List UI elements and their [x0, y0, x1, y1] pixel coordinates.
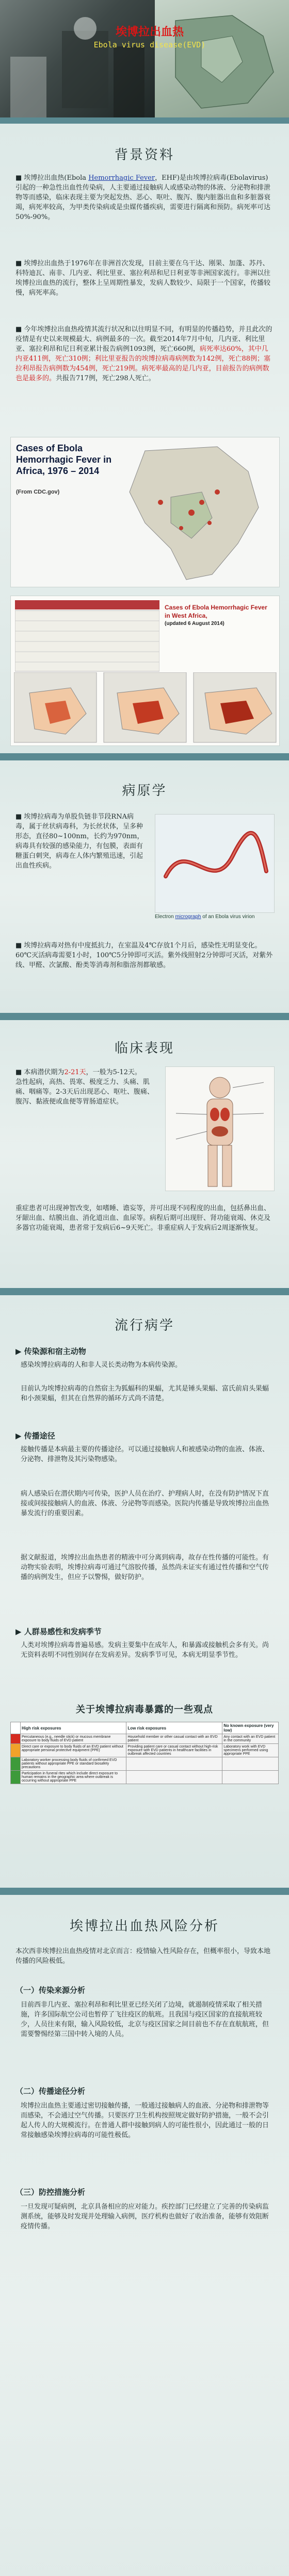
background-section [0, 124, 289, 753]
route-analysis-paragraph: 埃博拉出血热主要通过密切接触传播，一般通过接触病人的血液、分泌物和排泄物等而感染，不会通过空气传播。只要医疗卫生机构按照规定做好防护措施，一般不会引起人传人的大规模流行。在普通人群中接触到病人的可能性很小，因此通过一般的日常接触感染埃博拉病毒的可能性极低。 [21, 2102, 269, 2139]
table-cell: Percutaneous (e.g., needle stick) or mucous membrane exposure to body fluids of EVD patient [21, 1734, 126, 1744]
susceptibility-heading: ▶ 人群易感性和发病季节 [15, 1627, 102, 1636]
symptoms-diagram [165, 1066, 275, 1191]
west-africa-maps-graphic [14, 672, 277, 744]
table-cell: Any contact with an EVD patient in the community [222, 1734, 279, 1744]
risk-level-red [11, 1734, 21, 1744]
hero-photo [0, 0, 155, 117]
source-analysis-heading: （一）传染来源分析 [15, 1986, 86, 1995]
table-cell [126, 1757, 222, 1771]
risk-level-green [11, 1757, 21, 1771]
table-cell [222, 1771, 279, 1784]
africa-cases-map [10, 437, 280, 587]
virion-caption: Electron micrograph of an Ebola virus virion [155, 914, 255, 920]
transmission-paragraph-2: 病人感染后在潜伏期内可传染，医护人员在治疗、护理病人时，在没有防护情况下直接或间接接触病人的血液、体液、分泌物等而感染。医院内传播是导致埃博拉出血热暴发流行的重要因素。 [21, 1490, 269, 1517]
background-paragraph-1: ■ 埃博拉出血热(Ebola Hemorrhagic Fever，EHF)是由埃博拉病毒(Ebolavirus)引起的一种急性出血性传染病，人主要通过接触病人或感染动物的体液、分泌物和排泄物等而感染，临床表现主要为突起发热、恶心、呕吐、腹泻、腹内脏器出血和多脏器衰竭，病死率较高，为甲类传染病或是虫媒传播疾病，需要进行隔离和预防。病死率可达50%-90%。 [15, 174, 271, 221]
africa-map-title: Cases of Ebola Hemorrhagic Fever in Africa, 1976 – 2014 [16, 443, 112, 476]
table-header-none: No known exposure (very low) [222, 1722, 279, 1734]
table-row [11, 1744, 279, 1757]
hero-map [155, 0, 289, 117]
source-paragraph-2: 目前认为埃博拉病毒的自然宿主为狐蝠科的果蝠，尤其是锤头果蝠、富氏前肩头果蝠和小颈果蝠，但其在自然界的循环方式尚不清楚。 [21, 1385, 269, 1402]
west-africa-updated: (updated 6 August 2014) [165, 621, 224, 626]
transmission-heading: ▶ 传播途径 [15, 1431, 55, 1440]
virion-micrograph-graphic [155, 815, 274, 912]
section-title-pathogen: 病原学 [122, 783, 167, 799]
pathogen-paragraph-1: ■ 埃博拉病毒为单股负链非节段RNA病毒，属于丝状病毒科，为长丝状体，呈多种形态，直径80~100nm，长约为970nm，病毒具有较强的感染能力，有包膜，表面有糖蛋白刺突，病毒在人体内繁殖迅速，引起出血性疾病。 [15, 813, 144, 870]
risk-table-title: 关于埃博拉病毒暴露的一些观点 [76, 1704, 213, 1715]
pathogen-section [0, 760, 289, 1013]
susceptibility-paragraph: 人类对埃博拉病毒普遍易感。发病主要集中在成年人，和暴露或接触机会多有关。尚无资料表明不同性别间存在发病差异。发病季节可见，本病无明显季节性。 [21, 1641, 269, 1659]
section-title-risk-analysis: 埃博拉出血热风险分析 [69, 1919, 219, 1934]
background-paragraph-2: ■ 埃博拉出血热于1976年在非洲首次发现，目前主要在乌干达、刚果、加蓬、苏丹、科特迪瓦、南非、几内亚、利比里亚、塞拉利昂和尼日利亚等非洲国家流行。非洲以往埃博拉出血热的流行，整体上呈周期性暴发，发病人数较少、局限于一个国家，传播较慢，病死率高。 [15, 260, 271, 297]
measures-analysis-paragraph: 一旦发现可疑病例，北京具备相应的应对能力。疾控部门已经建立了完善的传染病监测系统，能够及时发现并处理输入病例，医疗机构也做好了收治准备，能够有效阻断疫情传播。 [21, 2203, 269, 2230]
table-cell: Household member or other casual contact with an EVD patient [126, 1734, 222, 1744]
west-africa-cases-panel [10, 596, 280, 746]
west-africa-table-graphic [15, 600, 159, 672]
hemorrhagic-fever-link[interactable]: Hemorrhagic Fever [88, 174, 155, 182]
transmission-paragraph-3: 据文献报道，埃博拉出血热患者的精液中可分离到病毒，故存在性传播的可能性。有动物实验表明，埃博拉病毒可通过气溶胶传播，虽然尚未证实有通过性传播和空气传播的病例发生，但应予以警惕，做好防护。 [21, 1554, 269, 1581]
measures-analysis-heading: （三）防控措施分析 [15, 2188, 86, 2197]
risk-level-green [11, 1771, 21, 1784]
epidemiology-section [0, 1295, 289, 1888]
table-row [11, 1734, 279, 1744]
virion-micrograph [155, 814, 275, 913]
section-title-background: 背景资料 [114, 147, 174, 163]
table-header-level [11, 1722, 21, 1734]
source-paragraph-1: 感染埃博拉病毒的人和非人灵长类动物为本病传染源。 [21, 1361, 182, 1369]
transmission-paragraph-1: 接触传播是本病最主要的传播途径。可以通过接触病人和被感染动物的血液、体液、分泌物、排泄物及其污染物感染。 [21, 1446, 269, 1463]
micrograph-link[interactable]: micrograph [175, 914, 201, 920]
table-cell [222, 1757, 279, 1771]
table-row [11, 1771, 279, 1784]
page-title: 埃博拉出血热 [115, 25, 184, 39]
table-cell: Laboratory work with EVD specimens performed using appropriate PPE [222, 1744, 279, 1757]
section-title-clinical: 临床表现 [114, 1041, 174, 1056]
hero-photo-illustration [0, 0, 155, 117]
table-cell: Providing patient care or casual contact without high-risk exposure with EVD patients in healthcare facilities in outbreak affected countries [126, 1744, 222, 1757]
clinical-section [0, 1020, 289, 1288]
page-subtitle: Ebola virus disease(EVD) [93, 40, 206, 49]
background-paragraph-3: ■ 今年埃博拉出血热疫情其流行状况和以往明显不同，有明显的传播趋势，并且此次的疫情是有史以来规模最大、病例最多的一次。截至2014年7月中旬，几内亚、利比里亚、塞拉利昂和尼日利亚累计报告病例1093例，死亡660例，病死率达60%，其中几内亚411例，死亡310例；利比里亚报告的埃博拉病毒病例数为142例，死亡88例；塞拉利昂报告病例数为454例，死亡219例。病死率最高的是几内亚，目前报告的病例数也是最多的。共报告717例，死亡298人死亡。 [15, 326, 272, 382]
source-analysis-paragraph: 目前西非几内亚、塞拉利昂和利比里亚已经关闭了边境，就遏制疫情采取了相关措施，许多国际航空公司也暂停了飞往疫区的航班。且我国与疫区国家的直接航班较少，人员往来有限，输入风险较低，北京与疫区国家之间目前也不存在直航航班，但需要警惕经第三国中转入境的人员。 [21, 2001, 269, 2038]
table-cell [126, 1771, 222, 1784]
west-africa-title: Cases of Ebola Hemorrhagic Fever in West Africa, [165, 604, 267, 619]
table-row [11, 1757, 279, 1771]
risk-analysis-intro: 本次西非埃博拉出血热疫情对北京而言：疫情输入性风险存在，但概率很小，导致本地传播的风险极低。 [15, 1947, 271, 1965]
table-cell: Participation in funeral rites which include direct exposure to human remains in the geographic area where outbreak is occurring without appropriate PPE [21, 1771, 126, 1784]
table-cell: Direct care or exposure to body fluids of an EVD patient without appropriate personal protective equipment (PPE) [21, 1744, 126, 1757]
table-header-low: Low risk exposures [126, 1722, 222, 1734]
pathogen-paragraph-2: ■ 埃博拉病毒对热有中度抵抗力，在室温及4℃存放1个月后，感染性无明显变化。60℃灭活病毒需要1小时，100℃5分钟即可灭活。紫外线照射2分钟即可灭活，对紫外线、甲醛、次氯酸、酚类等消毒剂和脂溶剂都敏感。 [15, 942, 273, 969]
risk-exposure-table [10, 1722, 279, 1784]
hero-banner [0, 0, 289, 117]
risk-analysis-section [0, 1895, 289, 2576]
risk-level-orange [11, 1744, 21, 1757]
table-header-high: High risk exposures [21, 1722, 126, 1734]
africa-map-source: (From CDC.gov) [16, 489, 60, 495]
clinical-paragraph-2: 重症患者可出现神智改变，如嗜睡、谵妄等，并可出现不同程度的出血，包括鼻出血、牙龈出血、结膜出血、消化道出血、血尿等。病程后期可出现肝、肾功能衰竭、休克及多器官功能衰竭，患者常于发病后6~9天死亡。非重症病人于发病后2周逐渐恢复。 [15, 1205, 271, 1232]
table-cell: Laboratory worker processing body fluids of confirmed EVD patients without appropriate PPE or standard biosafety precautions [21, 1757, 126, 1771]
route-analysis-heading: （二）传播途径分析 [15, 2087, 86, 2096]
hero-map-illustration [155, 0, 289, 117]
symptoms-body-graphic [166, 1067, 274, 1191]
africa-map-graphic [114, 440, 274, 583]
clinical-paragraph-1: ■ 本病潜伏期为2-21天，一般为5-12天。 急性起病，高热、畏寒、极度乏力、头痛、肌痛、咽痛等。2-3天后出现恶心、呕吐、腹痛、腹泻、黏液便或血便等胃肠道症状。 [15, 1069, 154, 1106]
section-title-epidemiology: 流行病学 [114, 1318, 174, 1333]
source-and-host-heading: ▶ 传染源和宿主动物 [15, 1347, 86, 1356]
